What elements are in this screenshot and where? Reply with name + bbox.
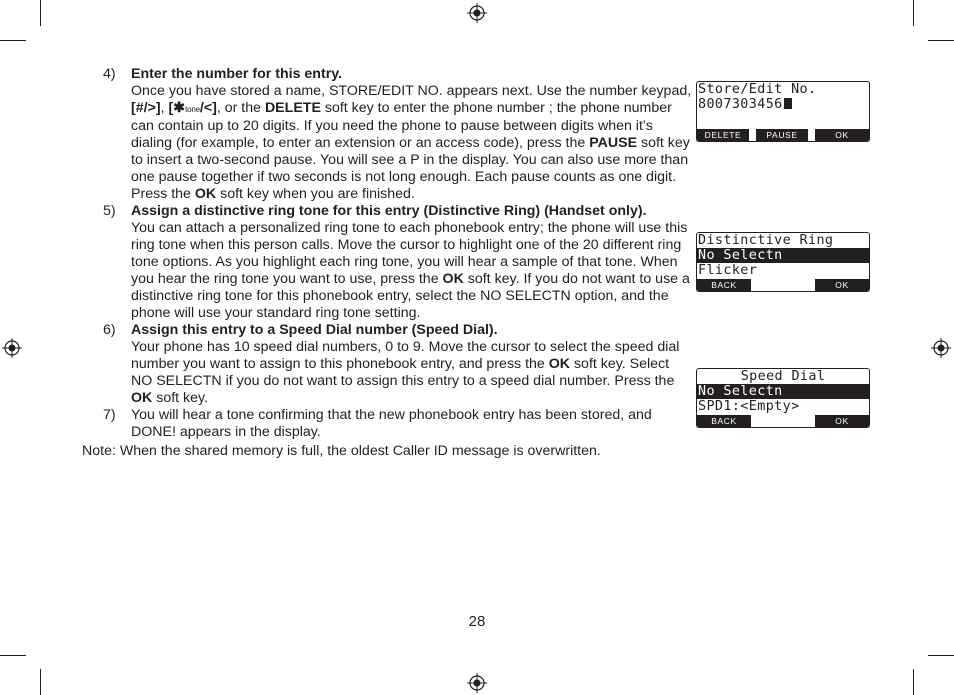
registration-mark-icon [467,673,487,693]
softkey-bar [697,415,869,427]
key-ok: OK [194,186,217,202]
step-heading: Assign this entry to a Speed Dial number (Speed Dial). [131,322,498,338]
lcd-line: SPD1:<Empty> [698,399,800,414]
step-body: You will hear a tone confirming that the new phonebook entry has been stored, and DONE! appears in the display. [131,407,652,440]
lcd-line: 8007303456 [697,97,869,112]
step-heading: Enter the number for this entry. [131,66,342,82]
key-pound: [#/>] [131,100,161,116]
registration-mark-icon [2,338,22,358]
note-text: Note: When the shared memory is full, the oldest Caller ID message is overwritten. [82,443,601,459]
key-pause: PAUSE [589,135,638,151]
step-text: soft key. Select NO SELECTN if you do not want to assign this entry to a speed dial number. Press the [131,356,675,389]
registration-mark-icon [467,3,487,23]
softkey-bar [697,129,869,141]
page-number: 28 [468,613,486,630]
step-number: 4) [103,66,116,82]
lcd-store-edit [696,81,870,142]
step-text: Your phone has 10 speed dial numbers, 0 to 9. Move the cursor to select the speed dial number you want to assign to this phonebook entry, and press the [131,339,680,372]
star-icon: ✱ [173,100,186,116]
crop-mark [913,0,914,26]
lcd-line: Store/Edit No. [698,82,817,97]
step-text: soft key to insert a two-second pause. You will see a P in the display. You can also use more than one pause together if two seconds is not long enough. Each pause counts as one digit. Press the [131,135,690,202]
crop-mark [0,40,26,41]
softkey-bar [697,279,869,291]
softkey-ok: OK [815,279,869,291]
softkey-delete: DELETE [697,129,749,141]
registration-mark-icon [931,338,951,358]
crop-mark [928,655,954,656]
lcd-line-highlighted: No Selectn [697,384,869,399]
step-text: You can attach a personalized ring tone to each phonebook entry; the phone will use this ring tone when this person calls. Move the cursor to highlight one of the 20 different ring tone options. As you highlight each ring tone, you will hear a sample of that tone. When you hear the ring tone you want to use, press the [131,220,688,287]
step-5 [82,203,694,322]
step-text: Once you have stored a name, STORE/EDIT NO. appears next. Use the number keypad, [131,83,692,99]
crop-mark [40,0,41,26]
lcd-line: Speed Dial [740,369,826,384]
step-text: , [160,100,169,116]
step-text: soft key when you are finished. [216,186,415,202]
lcd-speed-dial [696,368,870,428]
lcd-distinctive-ring [696,232,870,292]
step-text: soft key to enter the phone number ; the phone number can contain up to 20 digits. If you need the phone to pause between digits when it’s dialing (for example, to enter an extension or an access code), press the [131,100,672,151]
step-text: soft key. [152,390,208,406]
lcd-line: Distinctive Ring [698,233,834,248]
softkey-back: BACK [697,279,751,291]
step-text: , or the [216,100,265,116]
step-number: 7) [103,407,116,423]
step-body [131,339,694,407]
key-ok: OK [548,356,571,372]
key-ok: OK [131,390,153,406]
key-ok: OK [442,271,464,287]
step-body [131,220,694,322]
softkey-back: BACK [697,415,751,427]
softkey-ok: OK [815,129,869,141]
key-star-tone: [✱tone/<] [168,100,217,116]
softkey-ok: OK [815,415,869,427]
crop-mark [928,40,954,41]
step-text: soft key. If you do not want to use a distinctive ring tone for this phonebook entry, select the NO SELECTN option, and the phone will use your standard ring tone setting. [131,271,690,321]
step-7 [82,407,694,441]
crop-mark [913,669,914,695]
step-6 [82,322,694,407]
key-delete: DELETE [264,100,321,116]
step-number: 5) [103,203,116,219]
cursor-block-icon [784,98,792,109]
step-heading: Assign a distinctive ring tone for this entry (Distinctive Ring) (Handset only). [131,203,647,219]
step-number: 6) [103,322,116,338]
crop-mark [40,669,41,695]
instructions-column [82,66,694,460]
lcd-line-highlighted: No Selectn [697,248,869,263]
step-body [131,83,694,203]
crop-mark [0,655,26,656]
step-4 [82,66,694,203]
softkey-pause: PAUSE [756,129,808,141]
lcd-line: Flicker [698,263,758,278]
